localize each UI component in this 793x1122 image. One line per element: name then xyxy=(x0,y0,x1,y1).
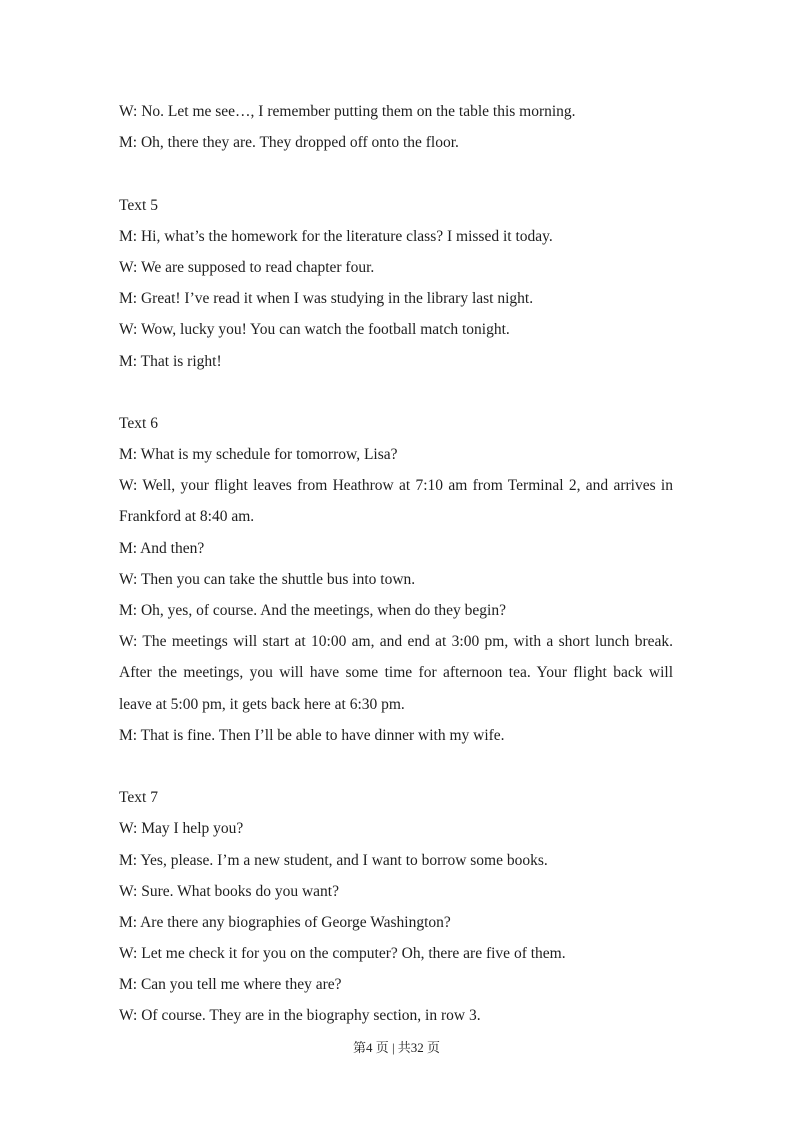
dialogue-turn xyxy=(119,314,673,345)
dialogue-line: W: The meetings will start at 10:00 am, and end at 3:00 pm, with a short lunch break. xyxy=(119,633,673,651)
dialogue-turn xyxy=(119,938,673,969)
section-heading: Text 7 xyxy=(119,789,158,807)
dialogue-turn xyxy=(119,845,673,876)
dialogue-line: M: Hi, what’s the homework for the literature class? I missed it today. xyxy=(119,227,553,245)
dialogue-line: Frankford at 8:40 am. xyxy=(119,508,255,526)
section-spacer xyxy=(119,751,673,782)
section-heading: Text 5 xyxy=(119,196,158,214)
dialogue-line: M: Yes, please. I’m a new student, and I want to borrow some books. xyxy=(119,851,548,869)
page-footer xyxy=(0,1038,793,1058)
dialogue-turn xyxy=(119,439,673,470)
dialogue-line: M: Great! I’ve read it when I was studying in the library last night. xyxy=(119,290,534,308)
dialogue-turn xyxy=(119,626,673,720)
dialogue-turn xyxy=(119,564,673,595)
text-section-5 xyxy=(119,190,673,377)
dialogue-turn xyxy=(119,907,673,938)
dialogue-line: After the meetings, you will have some time for afternoon tea. Your flight back will xyxy=(119,664,673,682)
dialogue-line: leave at 5:00 pm, it gets back here at 6:30 pm. xyxy=(119,695,405,713)
dialogue-turn xyxy=(119,1000,673,1031)
dialogue-line: M: That is right! xyxy=(119,352,222,370)
dialogue-line: W: We are supposed to read chapter four. xyxy=(119,258,375,276)
dialogue-turn xyxy=(119,470,673,532)
page-number-label: 第4 页 | 共32 页 xyxy=(352,1040,441,1055)
continued-dialogue xyxy=(119,96,673,158)
dialogue-line: M: What is my schedule for tomorrow, Lisa? xyxy=(119,446,398,464)
dialogue-line: W: Well, your flight leaves from Heathrow at 7:10 am from Terminal 2, and arrives in xyxy=(119,477,673,495)
dialogue-line: W: Sure. What books do you want? xyxy=(119,882,339,900)
dialogue-line: W: May I help you? xyxy=(119,820,244,838)
section-heading: Text 6 xyxy=(119,414,158,432)
dialogue-line: M: Oh, yes, of course. And the meetings, when do they begin? xyxy=(119,602,506,619)
dialogue-turn xyxy=(119,533,673,564)
text-section-6 xyxy=(119,408,673,751)
dialogue-turn xyxy=(119,813,673,844)
dialogue-line: W: Wow, lucky you! You can watch the football match tonight. xyxy=(119,321,510,339)
dialogue-turn xyxy=(119,595,673,626)
section-spacer xyxy=(119,158,673,189)
dialogue-line: W: No. Let me see…, I remember putting them on the table this morning. xyxy=(119,103,576,120)
dialogue-line: M: Can you tell me where they are? xyxy=(119,976,342,994)
section-spacer xyxy=(119,377,673,408)
dialogue-turn xyxy=(119,876,673,907)
dialogue-line: W: Let me check it for you on the computer? Oh, there are five of them. xyxy=(119,945,566,963)
dialogue-turn xyxy=(119,127,673,158)
dialogue-turn xyxy=(119,96,673,127)
dialogue-line: M: Oh, there they are. They dropped off onto the floor. xyxy=(119,134,459,152)
text-section-7 xyxy=(119,782,673,1032)
document-body xyxy=(119,96,673,1032)
dialogue-line: W: Of course. They are in the biography section, in row 3. xyxy=(119,1007,481,1025)
dialogue-line: M: And then? xyxy=(119,539,205,557)
dialogue-line: W: Then you can take the shuttle bus into town. xyxy=(119,570,416,588)
dialogue-turn xyxy=(119,221,673,252)
dialogue-turn xyxy=(119,252,673,283)
dialogue-turn xyxy=(119,346,673,377)
dialogue-turn xyxy=(119,283,673,314)
dialogue-line: M: Are there any biographies of George Washington? xyxy=(119,913,451,931)
dialogue-line: M: That is fine. Then I’ll be able to have dinner with my wife. xyxy=(119,726,505,744)
dialogue-turn xyxy=(119,720,673,751)
dialogue-turn xyxy=(119,969,673,1000)
